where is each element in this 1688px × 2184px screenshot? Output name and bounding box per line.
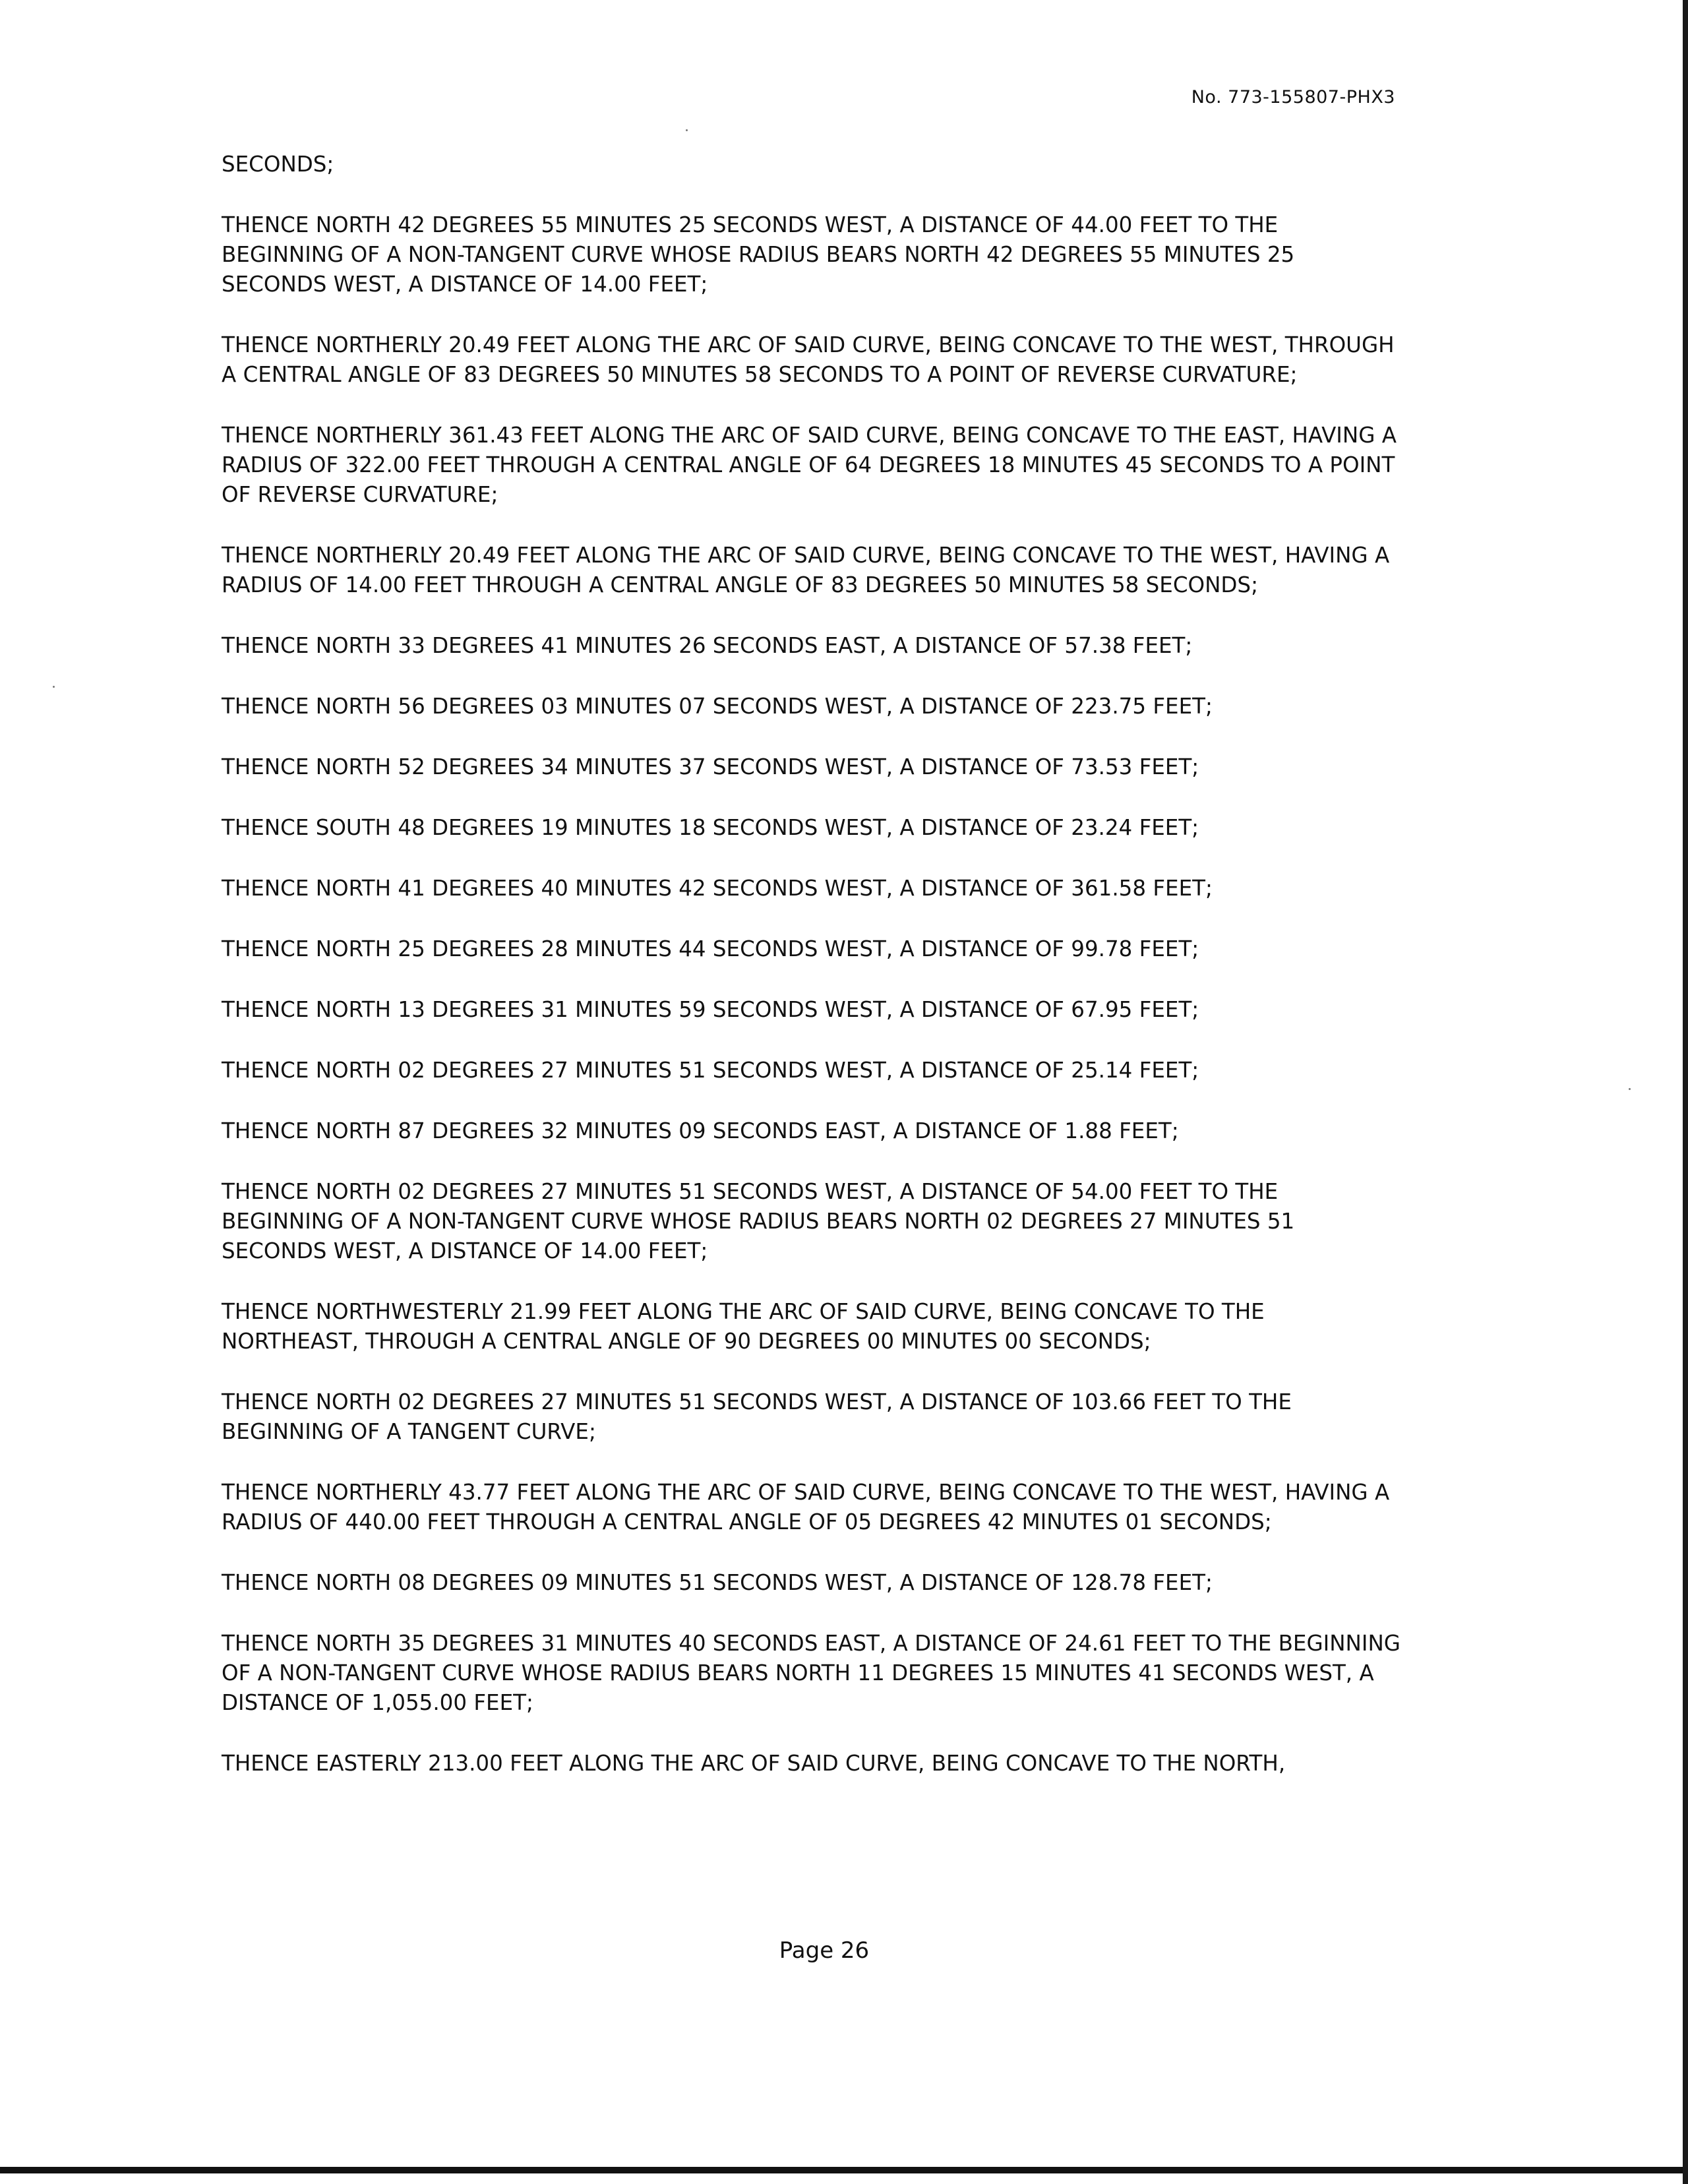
paragraph: SECONDS; bbox=[222, 152, 334, 177]
paragraph: THENCE NORTH 13 DEGREES 31 MINUTES 59 SECONDS WEST, A DISTANCE OF 67.95 FEET; bbox=[222, 997, 1199, 1022]
bottom-scan-border bbox=[0, 2167, 1688, 2173]
scan-speck bbox=[1629, 1088, 1631, 1090]
legal-description-body bbox=[222, 150, 1402, 1809]
paragraph: THENCE NORTH 35 DEGREES 31 MINUTES 40 SECONDS EAST, A DISTANCE OF 24.61 FEET TO THE BEGINNING OF A NON-TANGENT CURVE WHOSE RADIUS BEARS NORTH 11 DEGREES 15 MINUTES 41 SECONDS WEST, A DISTANCE OF 1,055.00 FEET; bbox=[222, 1631, 1401, 1715]
scan-speck bbox=[53, 686, 55, 688]
paragraph: THENCE NORTHWESTERLY 21.99 FEET ALONG THE ARC OF SAID CURVE, BEING CONCAVE TO THE NORTHEAST, THROUGH A CENTRAL ANGLE OF 90 DEGREES 00 MINUTES 00 SECONDS; bbox=[222, 1299, 1265, 1354]
paragraph: THENCE NORTH 08 DEGREES 09 MINUTES 51 SECONDS WEST, A DISTANCE OF 128.78 FEET; bbox=[222, 1570, 1213, 1595]
paragraph: THENCE NORTH 42 DEGREES 55 MINUTES 25 SECONDS WEST, A DISTANCE OF 44.00 FEET TO THE BEGINNING OF A NON-TANGENT CURVE WHOSE RADIUS BEARS NORTH 42 DEGREES 55 MINUTES 25 SECONDS WEST, A DISTANCE OF 14.00 FEET; bbox=[222, 212, 1295, 297]
paragraph: THENCE NORTH 02 DEGREES 27 MINUTES 51 SECONDS WEST, A DISTANCE OF 103.66 FEET TO THE BEGINNING OF A TANGENT CURVE; bbox=[222, 1389, 1292, 1444]
paragraph: THENCE NORTH 52 DEGREES 34 MINUTES 37 SECONDS WEST, A DISTANCE OF 73.53 FEET; bbox=[222, 754, 1199, 779]
paragraph: THENCE NORTH 33 DEGREES 41 MINUTES 26 SECONDS EAST, A DISTANCE OF 57.38 FEET; bbox=[222, 633, 1193, 658]
document-number: No. 773-155807-PHX3 bbox=[1191, 87, 1395, 107]
paragraph: THENCE NORTH 41 DEGREES 40 MINUTES 42 SECONDS WEST, A DISTANCE OF 361.58 FEET; bbox=[222, 876, 1213, 901]
paragraph: THENCE NORTH 87 DEGREES 32 MINUTES 09 SECONDS EAST, A DISTANCE OF 1.88 FEET; bbox=[222, 1118, 1179, 1143]
paragraph: THENCE NORTHERLY 43.77 FEET ALONG THE ARC OF SAID CURVE, BEING CONCAVE TO THE WEST, HAVING A RADIUS OF 440.00 FEET THROUGH A CENTRAL ANGLE OF 05 DEGREES 42 MINUTES 01 SECONDS; bbox=[222, 1480, 1390, 1534]
paragraph: THENCE SOUTH 48 DEGREES 19 MINUTES 18 SECONDS WEST, A DISTANCE OF 23.24 FEET; bbox=[222, 815, 1199, 840]
paragraph: THENCE NORTHERLY 361.43 FEET ALONG THE ARC OF SAID CURVE, BEING CONCAVE TO THE EAST, HAVING A RADIUS OF 322.00 FEET THROUGH A CENTRAL ANGLE OF 64 DEGREES 18 MINUTES 45 SECONDS TO A POINT OF REVERSE CURVATURE; bbox=[222, 423, 1397, 507]
paragraph: THENCE NORTHERLY 20.49 FEET ALONG THE ARC OF SAID CURVE, BEING CONCAVE TO THE WEST, HAVING A RADIUS OF 14.00 FEET THROUGH A CENTRAL ANGLE OF 83 DEGREES 50 MINUTES 58 SECONDS; bbox=[222, 543, 1390, 597]
page-number: Page 26 bbox=[779, 1937, 870, 1964]
paragraph: THENCE NORTH 02 DEGREES 27 MINUTES 51 SECONDS WEST, A DISTANCE OF 25.14 FEET; bbox=[222, 1058, 1199, 1083]
scan-speck bbox=[686, 129, 688, 131]
paragraph: THENCE NORTH 02 DEGREES 27 MINUTES 51 SECONDS WEST, A DISTANCE OF 54.00 FEET TO THE BEGINNING OF A NON-TANGENT CURVE WHOSE RADIUS BEARS NORTH 02 DEGREES 27 MINUTES 51 SECONDS WEST, A DISTANCE OF 14.00 FEET; bbox=[222, 1179, 1295, 1263]
right-scan-border bbox=[1683, 0, 1688, 2184]
paragraph: THENCE NORTHERLY 20.49 FEET ALONG THE ARC OF SAID CURVE, BEING CONCAVE TO THE WEST, THROUGH A CENTRAL ANGLE OF 83 DEGREES 50 MINUTES 58 SECONDS TO A POINT OF REVERSE CURVATURE; bbox=[222, 332, 1395, 387]
paragraph: THENCE NORTH 56 DEGREES 03 MINUTES 07 SECONDS WEST, A DISTANCE OF 223.75 FEET; bbox=[222, 694, 1213, 719]
paragraph: THENCE EASTERLY 213.00 FEET ALONG THE ARC OF SAID CURVE, BEING CONCAVE TO THE NORTH, bbox=[222, 1751, 1286, 1776]
paragraph: THENCE NORTH 25 DEGREES 28 MINUTES 44 SECONDS WEST, A DISTANCE OF 99.78 FEET; bbox=[222, 936, 1199, 961]
